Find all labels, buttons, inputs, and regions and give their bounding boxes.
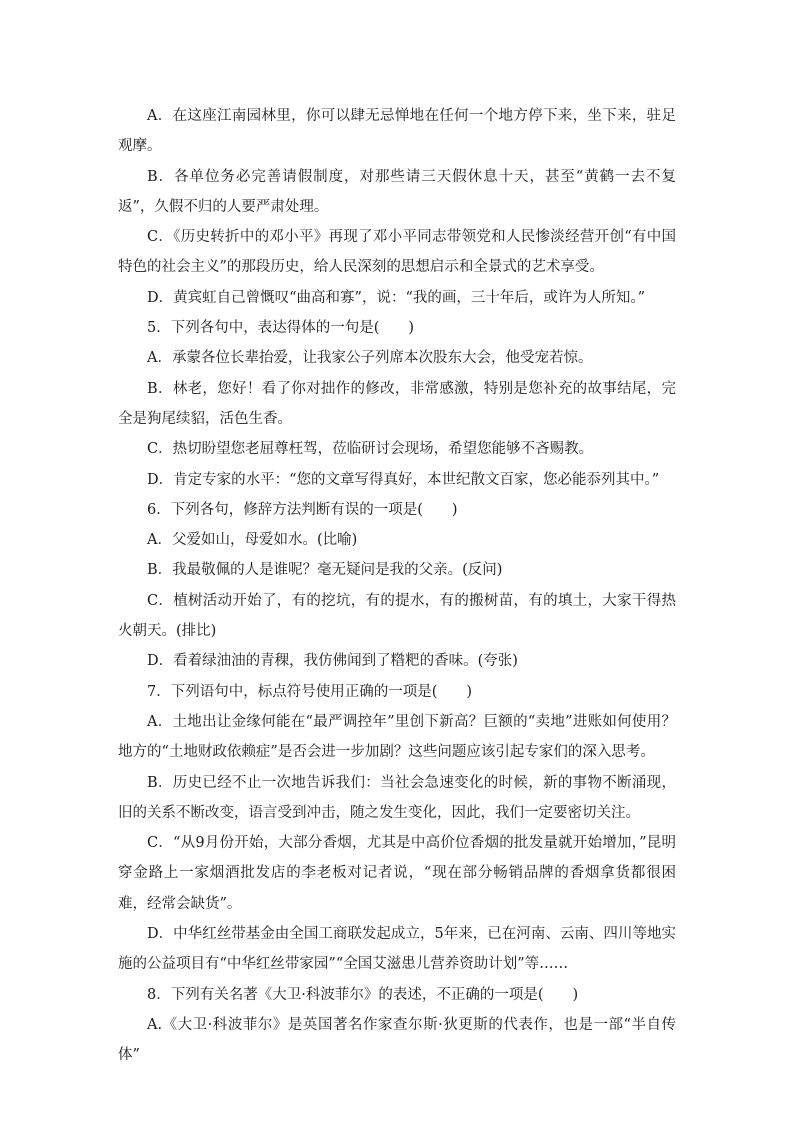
option-b-q5: B．林老，您好！看了你对拙作的修改，非常感激，特别是您补充的故事结尾，完全是狗尾续貂，活色生香。 xyxy=(118,380,676,427)
document-body xyxy=(118,101,676,1071)
option-d-q5: D．肯定专家的水平：“您的文章写得真好，本世纪散文百家，您必能忝列其中。” xyxy=(147,471,660,488)
option-c-q6: C．植树活动开始了，有的挖坑，有的提水，有的搬树苗，有的填土，大家干得热火朝天。(排比) xyxy=(118,592,676,640)
question-5: 5．下列各句中，表达得体的一句是( ) xyxy=(147,320,415,337)
option-d-q6: D．看着绿油油的青稞，我仿佛闻到了糌粑的香味。(夸张) xyxy=(147,653,518,670)
option-b-q7: B．历史已经不止一次地告诉我们：当社会急速变化的时候，新的事物不断涌现，旧的关系不断改变，语言受到冲击，随之发生变化，因此，我们一定要密切关注。 xyxy=(118,774,676,821)
option-b-q4: B．各单位务必完善请假制度，对那些请三天假休息十天，甚至“黄鹤一去不复返”，久假不归的人要严肃处理。 xyxy=(118,168,676,215)
option-b-q6: B．我最敬佩的人是谁呢？毫无疑问是我的父亲。(反问) xyxy=(147,562,503,579)
option-a-q5: A．承蒙各位长辈抬爱，让我家公子列席本次股东大会，他受宠若惊。 xyxy=(147,350,593,367)
question-6: 6．下列各句，修辞方法判断有误的一项是( ) xyxy=(147,501,458,518)
option-a-q6: A．父爱如山，母爱如水。(比喻) xyxy=(147,532,358,549)
option-a-q8: A.《大卫·科波菲尔》是英国著名作家查尔斯·狄更斯的代表作，也是一部“半自传体” xyxy=(118,1016,676,1064)
option-c-q4: C．《历史转折中的邓小平》再现了邓小平同志带领党和人民惨淡经营开创“有中国特色的社会主义”的那段历史，给人民深刻的思想启示和全景式的艺术享受。 xyxy=(118,229,676,276)
question-7: 7．下列语句中，标点符号使用正确的一项是( ) xyxy=(147,683,473,700)
option-a-q7: A．土地出让金缘何能在“最严调控年”里创下新高？巨额的“卖地”进账如何使用？地方的“土地财政依赖症”是否会进一步加剧？这些问题应该引起专家们的深入思考。 xyxy=(118,713,676,761)
option-d-q4: D．黄宾虹自己曾慨叹“曲高和寡”，说：“我的画，三十年后，或许为人所知。” xyxy=(147,289,646,306)
option-d-q7: D．中华红丝带基金由全国工商联发起成立，5年来，已在河南、云南、四川等地实施的公益项目有“中华红丝带家园”“全国艾滋患儿营养资助计划”等…… xyxy=(118,926,676,973)
option-c-q7: C．“从9月份开始，大部分香烟，尤其是中高价位香烟的批发量就开始增加，”昆明穿金路上一家烟酒批发店的李老板对记者说，“现在部分畅销品牌的香烟拿货都很困难，经常会缺货”。 xyxy=(118,835,676,912)
option-c-q5: C．热切盼望您老屈尊枉驾，莅临研讨会现场，希望您能够不吝赐教。 xyxy=(147,441,594,458)
option-a-q4: A．在这座江南园林里，你可以肆无忌惮地在任何一个地方停下来，坐下来，驻足观摩。 xyxy=(118,108,676,155)
question-8: 8．下列有关名著《大卫·科波菲尔》的表述，不正确的一项是( ) xyxy=(147,986,579,1003)
